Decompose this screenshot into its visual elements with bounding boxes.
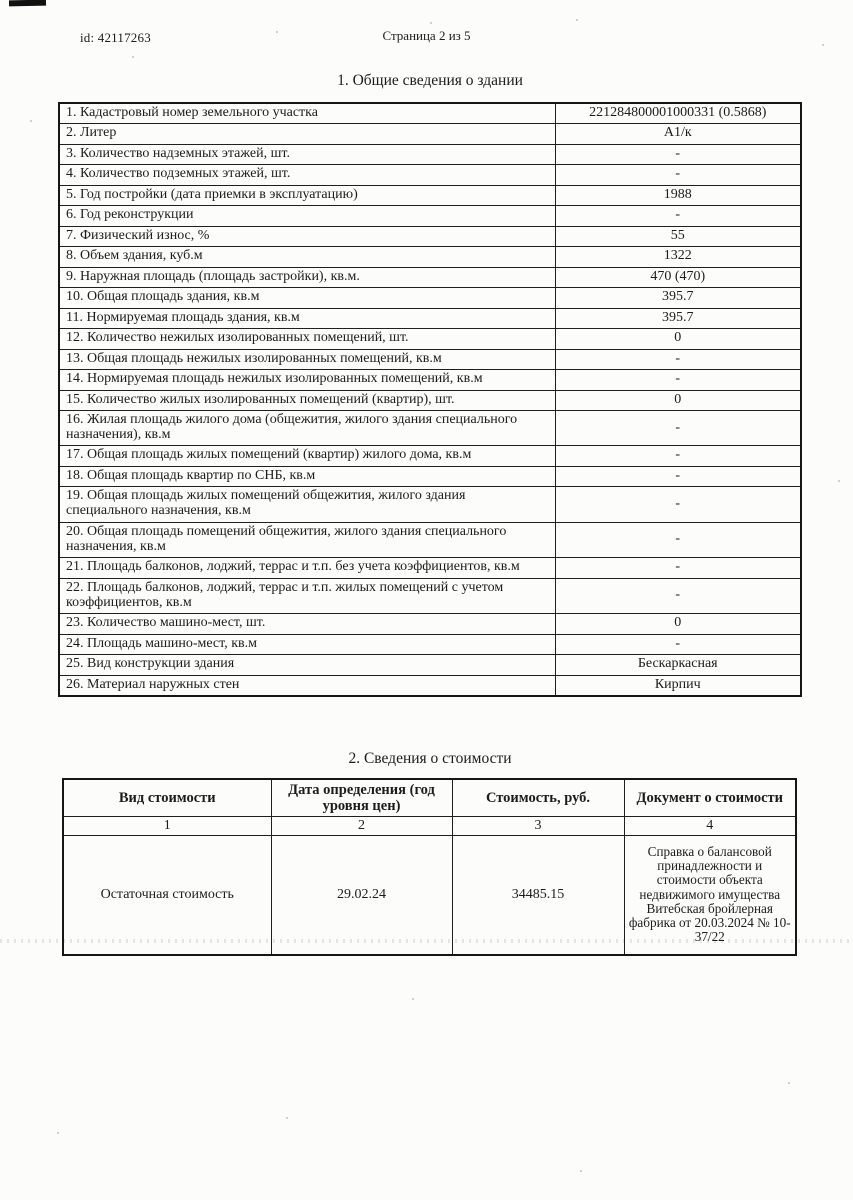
row-value: -	[555, 349, 801, 369]
row-value: -	[555, 206, 801, 226]
table-row	[59, 206, 801, 226]
row-label: 10. Общая площадь здания, кв.м	[59, 288, 555, 308]
table-row	[59, 390, 801, 410]
table-row	[59, 411, 801, 446]
row-value: 1322	[555, 247, 801, 267]
cost-value: 34485.15	[452, 835, 624, 955]
row-label: 15. Количество жилых изолированных помещений (квартир), шт.	[59, 390, 555, 410]
row-label: 11. Нормируемая площадь здания, кв.м	[59, 308, 555, 328]
row-value: -	[555, 446, 801, 466]
row-value: Кирпич	[555, 675, 801, 696]
row-value: -	[555, 487, 801, 522]
building-info-table	[58, 102, 802, 697]
row-value: 0	[555, 390, 801, 410]
row-label: 5. Год постройки (дата приемки в эксплуатацию)	[59, 185, 555, 205]
table-row	[59, 226, 801, 246]
row-label: 26. Материал наружных стен	[59, 675, 555, 696]
row-label: 6. Год реконструкции	[59, 206, 555, 226]
cost-table-column-numbers	[63, 817, 796, 835]
row-value: 0	[555, 614, 801, 634]
row-label: 14. Нормируемая площадь нежилых изолированных помещений, кв.м	[59, 370, 555, 390]
row-label: 25. Вид конструкции здания	[59, 655, 555, 675]
row-value: 470 (470)	[555, 267, 801, 287]
row-label: 22. Площадь балконов, лоджий, террас и т.п. жилых помещений с учетом коэффициентов, кв.м	[59, 578, 555, 613]
row-value: -	[555, 144, 801, 164]
scan-speck	[412, 998, 414, 1000]
column-number: 3	[452, 817, 624, 835]
cost-header-document: Документ о стоимости	[624, 779, 796, 817]
row-label: 23. Количество машино-мест, шт.	[59, 614, 555, 634]
cost-date: 29.02.24	[271, 835, 452, 955]
table-row	[59, 558, 801, 578]
scan-speck	[30, 120, 32, 122]
row-label: 20. Общая площадь помещений общежития, жилого здания специального назначения, кв.м	[59, 522, 555, 557]
row-value: 221284800001000331 (0.5868)	[555, 103, 801, 124]
scan-speck	[286, 1117, 288, 1119]
row-value: -	[555, 411, 801, 446]
row-value: 395.7	[555, 288, 801, 308]
row-label: 9. Наружная площадь (площадь застройки), кв.м.	[59, 267, 555, 287]
column-number: 1	[63, 817, 271, 835]
row-label: 17. Общая площадь жилых помещений (квартир) жилого дома, кв.м	[59, 446, 555, 466]
row-label: 13. Общая площадь нежилых изолированных помещений, кв.м	[59, 349, 555, 369]
scan-speck	[132, 56, 134, 58]
row-label: 12. Количество нежилых изолированных помещений, шт.	[59, 329, 555, 349]
table-row	[59, 288, 801, 308]
row-value: -	[555, 165, 801, 185]
cost-table	[62, 778, 797, 956]
row-value: -	[555, 558, 801, 578]
table-row	[59, 634, 801, 654]
row-label: 4. Количество подземных этажей, шт.	[59, 165, 555, 185]
cost-header-value: Стоимость, руб.	[452, 779, 624, 817]
table-row	[59, 522, 801, 557]
row-label: 2. Литер	[59, 124, 555, 144]
cost-document: Справка о балансовой принадлежности и стоимости объекта недвижимого имущества Витебская бройлерная фабрика от 20.03.2024 № 10-37/22	[624, 835, 796, 955]
row-label: 18. Общая площадь квартир по СНБ, кв.м	[59, 466, 555, 486]
row-value: -	[555, 634, 801, 654]
table-row	[59, 675, 801, 696]
row-label: 1. Кадастровый номер земельного участка	[59, 103, 555, 124]
row-value: -	[555, 466, 801, 486]
scan-speck	[580, 1170, 582, 1172]
table-row	[59, 267, 801, 287]
scan-speck	[430, 22, 432, 24]
row-label: 24. Площадь машино-мест, кв.м	[59, 634, 555, 654]
row-value: А1/к	[555, 124, 801, 144]
section-title-cost-info: 2. Сведения о стоимости	[348, 750, 512, 767]
table-row	[59, 144, 801, 164]
table-row	[59, 446, 801, 466]
row-label: 7. Физический износ, %	[59, 226, 555, 246]
cost-row	[63, 835, 796, 955]
row-label: 19. Общая площадь жилых помещений общежития, жилого здания специального назначения, кв.м	[59, 487, 555, 522]
row-label: 16. Жилая площадь жилого дома (общежития, жилого здания специального назначения), кв.м	[59, 411, 555, 446]
cost-table-header-row	[63, 779, 796, 817]
table-row	[59, 370, 801, 390]
row-label: 8. Объем здания, куб.м	[59, 247, 555, 267]
table-row	[59, 103, 801, 124]
row-label: 21. Площадь балконов, лоджий, террас и т.п. без учета коэффициентов, кв.м	[59, 558, 555, 578]
column-number: 4	[624, 817, 796, 835]
table-row	[59, 247, 801, 267]
row-label: 3. Количество надземных этажей, шт.	[59, 144, 555, 164]
scan-speck	[576, 19, 578, 21]
row-value: Бескаркасная	[555, 655, 801, 675]
row-value: -	[555, 522, 801, 557]
scan-speck	[822, 44, 824, 46]
scan-speck	[57, 1132, 59, 1134]
document-id: id: 42117263	[80, 30, 151, 45]
table-row	[59, 308, 801, 328]
table-row	[59, 349, 801, 369]
scanner-edge-mark	[9, 0, 46, 6]
cost-header-kind: Вид стоимости	[63, 779, 271, 817]
table-row	[59, 124, 801, 144]
row-value: -	[555, 370, 801, 390]
row-value: 395.7	[555, 308, 801, 328]
cost-header-date: Дата определения (год уровня цен)	[271, 779, 452, 817]
building-table-body	[59, 103, 801, 696]
row-value: 55	[555, 226, 801, 246]
table-row	[59, 655, 801, 675]
scan-speck	[838, 480, 840, 482]
table-row	[59, 466, 801, 486]
row-value: -	[555, 578, 801, 613]
table-row	[59, 165, 801, 185]
page-indicator: Страница 2 из 5	[382, 28, 471, 43]
table-row	[59, 487, 801, 522]
table-row	[59, 578, 801, 613]
cost-table-body	[63, 835, 796, 955]
table-row	[59, 614, 801, 634]
table-row	[59, 329, 801, 349]
table-row	[59, 185, 801, 205]
scan-speck	[788, 1082, 790, 1084]
row-value: 0	[555, 329, 801, 349]
section-title-building-info: 1. Общие сведения о здании	[337, 72, 523, 89]
cost-kind: Остаточная стоимость	[63, 835, 271, 955]
row-value: 1988	[555, 185, 801, 205]
column-number: 2	[271, 817, 452, 835]
